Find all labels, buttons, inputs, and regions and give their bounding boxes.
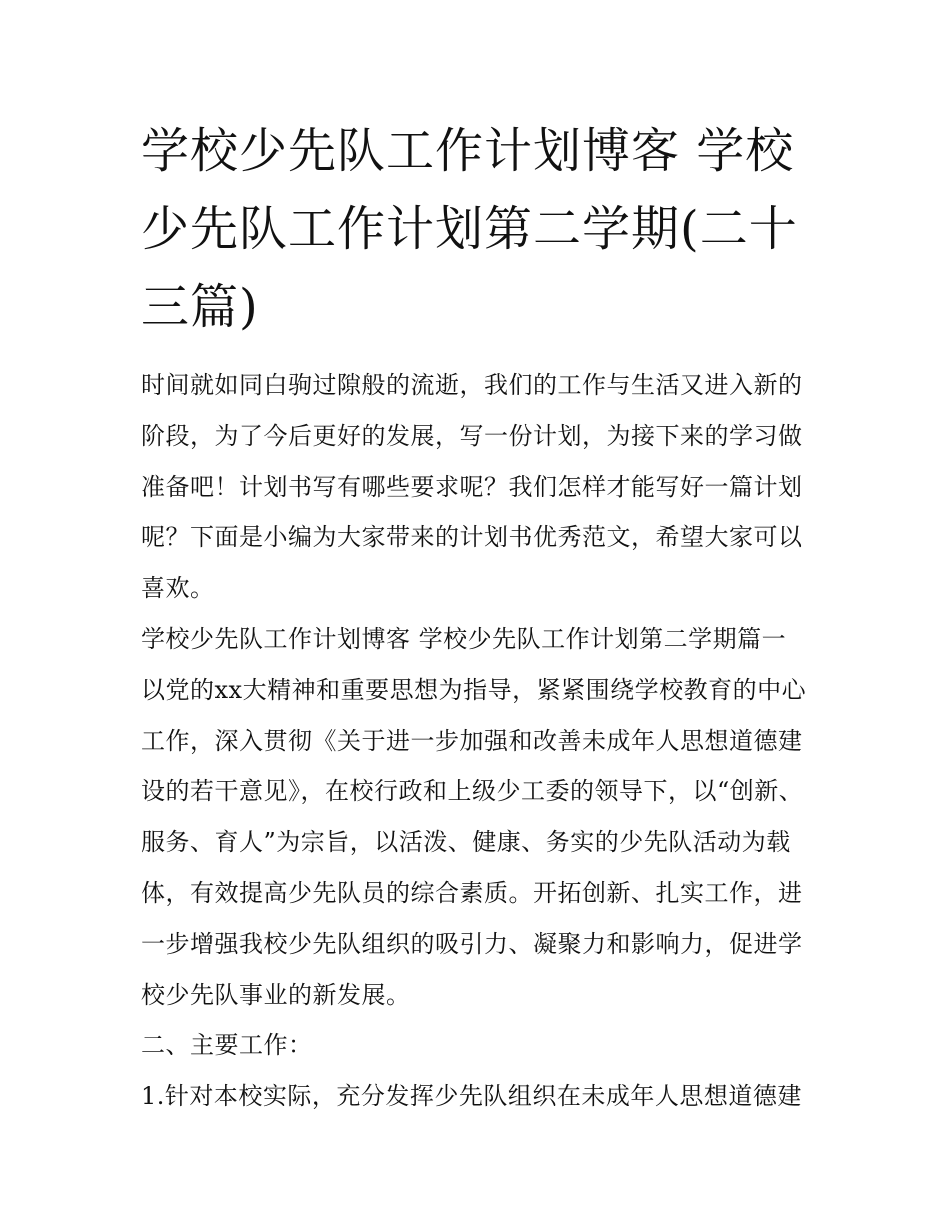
section-heading: 学校少先队工作计划博客 学校少先队工作计划第二学期篇一 xyxy=(141,624,787,653)
document-title: 学校少先队工作计划博客 学校少先队工作计划第二学期(二十三篇) xyxy=(141,123,798,335)
main-work-heading: 二、主要工作： xyxy=(141,1031,313,1060)
work-item-paragraph: 1.针对本校实际，充分发挥少先队组织在未成年人思想道德建 xyxy=(141,1082,802,1111)
intro-paragraph: 时间就如同白驹过隙般的流逝，我们的工作与生活又进入新的阶段，为了今后更好的发展，写一份计划，为接下来的学习做准备吧！计划书写有哪些要求呢？我们怎样才能写好一篇计划呢？下面是小编为大家带来的计划书优秀范文，希望大家可以喜欢。 xyxy=(141,371,803,603)
guiding-principle-paragraph: 以党的xx大精神和重要思想为指导，紧紧围绕学校教育的中心工作，深入贯彻《关于进一步加强和改善未成年人思想道德建设的若干意见》，在校行政和上级少工委的领导下，以“创新、服务、育人”为宗旨，以活泼、健康、务实的少先队活动为载体，有效提高少先队员的综合素质。开拓创新、扎实工作，进一步增强我校少先队组织的吸引力、凝聚力和影响力，促进学校少先队事业的新发展。 xyxy=(141,675,807,1009)
document-body xyxy=(141,112,813,1122)
